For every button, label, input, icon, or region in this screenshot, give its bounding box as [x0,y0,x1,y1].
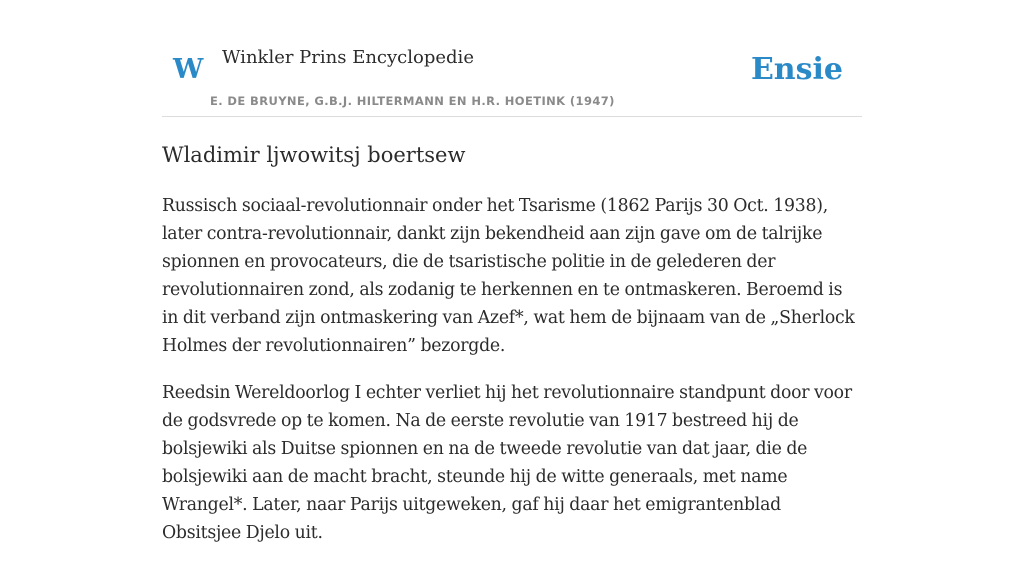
ensie-brand-logo[interactable]: Ensie [750,52,843,87]
article-title: Wladimir ljwowitsj boertsew [162,143,466,167]
article-paragraph: Reedsin Wereldoorlog I echter verliet hij het revolutionnaire standpunt door voor de godsvrede op te komen. Na de eerste revolutie van 1917 bestreed hij de bolsjewiki als Duitse spionnen en na de tweede revolutie van dat jaar, die de bolsjewiki aan de macht bracht, steunde hij de witte generaals, met name Wrangel*. Later, naar Parijs uitgeweken, gaf hij daar het emigrantenblad Obsitsjee Djelo uit. [162,383,852,543]
source-header [162,0,862,117]
source-authors: E. DE BRUYNE, G.B.J. HILTERMANN EN H.R. HOETINK (1947) [210,94,615,108]
page [162,0,862,543]
winkler-prins-logo[interactable]: W [173,54,204,85]
article-paragraph: Russisch sociaal-revolutionnair onder het Tsarisme (1862 Parijs 30 Oct. 1938), later contra-revolutionnair, dankt zijn bekendheid aan zijn gave om de talrijke spionnen en provocateurs, die de tsaristische politie in de gelederen der revolutionnairen zond, als zodanig te herkennen en te ontmaskeren. Beroemd is in dit verband zijn ontmaskering van Azef*, wat hem de bijnaam van de „Sherlock Holmes der revolutionnairen” bezorgde. [162,196,855,356]
source-title[interactable]: Winkler Prins Encyclopedie [222,47,474,68]
article-body [162,192,862,566]
